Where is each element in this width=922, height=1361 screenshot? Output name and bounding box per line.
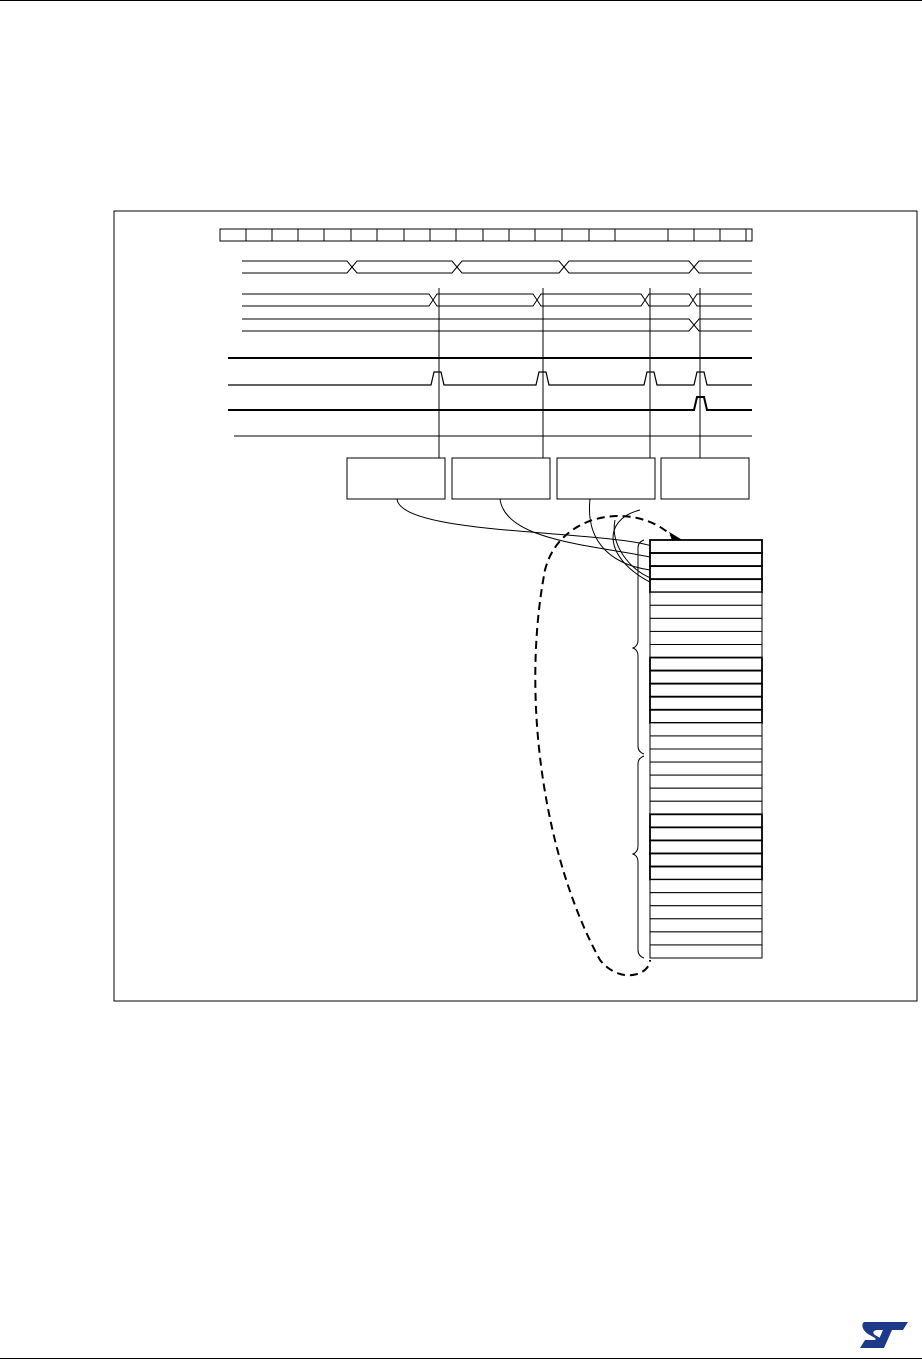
connector-curves xyxy=(397,499,652,583)
capture-block-4 xyxy=(661,458,749,499)
register-row xyxy=(650,645,762,658)
register-row xyxy=(650,658,762,671)
register-row xyxy=(650,553,762,566)
register-row xyxy=(650,618,762,631)
capture-block-2 xyxy=(452,458,550,499)
register-row xyxy=(650,814,762,827)
figure-frame xyxy=(114,211,917,1001)
register-row xyxy=(650,579,762,592)
register-row xyxy=(650,697,762,710)
capture-block-3 xyxy=(557,458,655,499)
register-row xyxy=(650,736,762,749)
connector-1 xyxy=(397,499,652,546)
register-row xyxy=(650,932,762,945)
pulse-lines xyxy=(228,358,752,436)
brace-3 xyxy=(633,756,644,958)
register-row xyxy=(650,566,762,579)
register-row xyxy=(650,906,762,919)
register-row xyxy=(650,749,762,762)
register-row xyxy=(650,827,762,840)
bus-line-2 xyxy=(242,294,752,306)
register-table xyxy=(650,540,762,958)
brace-1 xyxy=(633,540,644,740)
register-row xyxy=(650,893,762,906)
register-row xyxy=(650,788,762,801)
register-row xyxy=(650,671,762,684)
register-row xyxy=(650,945,762,958)
strobe-line-2 xyxy=(228,397,752,410)
register-row xyxy=(650,710,762,723)
page-footer-rule xyxy=(0,1358,922,1359)
register-row xyxy=(650,631,762,644)
register-row xyxy=(650,867,762,880)
register-row xyxy=(650,840,762,853)
register-row xyxy=(650,801,762,814)
register-row xyxy=(650,854,762,867)
brace-2 xyxy=(638,740,644,754)
capture-block-1 xyxy=(347,458,445,499)
strobe-line-1 xyxy=(228,372,752,385)
st-logo-icon xyxy=(858,1318,910,1350)
register-row xyxy=(650,723,762,736)
register-row xyxy=(650,880,762,893)
connector-3 xyxy=(589,499,650,570)
register-row xyxy=(650,919,762,932)
event-markers xyxy=(439,288,700,458)
register-row xyxy=(650,775,762,788)
clock-cell-strip xyxy=(220,229,752,241)
bus-line-3 xyxy=(242,319,752,331)
register-row xyxy=(650,540,762,553)
clock-strip-frame xyxy=(220,229,752,241)
data-bus-lines xyxy=(242,261,752,331)
bus-line-1 xyxy=(242,261,752,273)
capture-blocks xyxy=(347,458,749,499)
register-row xyxy=(650,605,762,618)
connector-4 xyxy=(613,510,652,583)
register-row xyxy=(650,592,762,605)
register-row xyxy=(650,684,762,697)
group-braces xyxy=(633,540,644,958)
register-row xyxy=(650,762,762,775)
